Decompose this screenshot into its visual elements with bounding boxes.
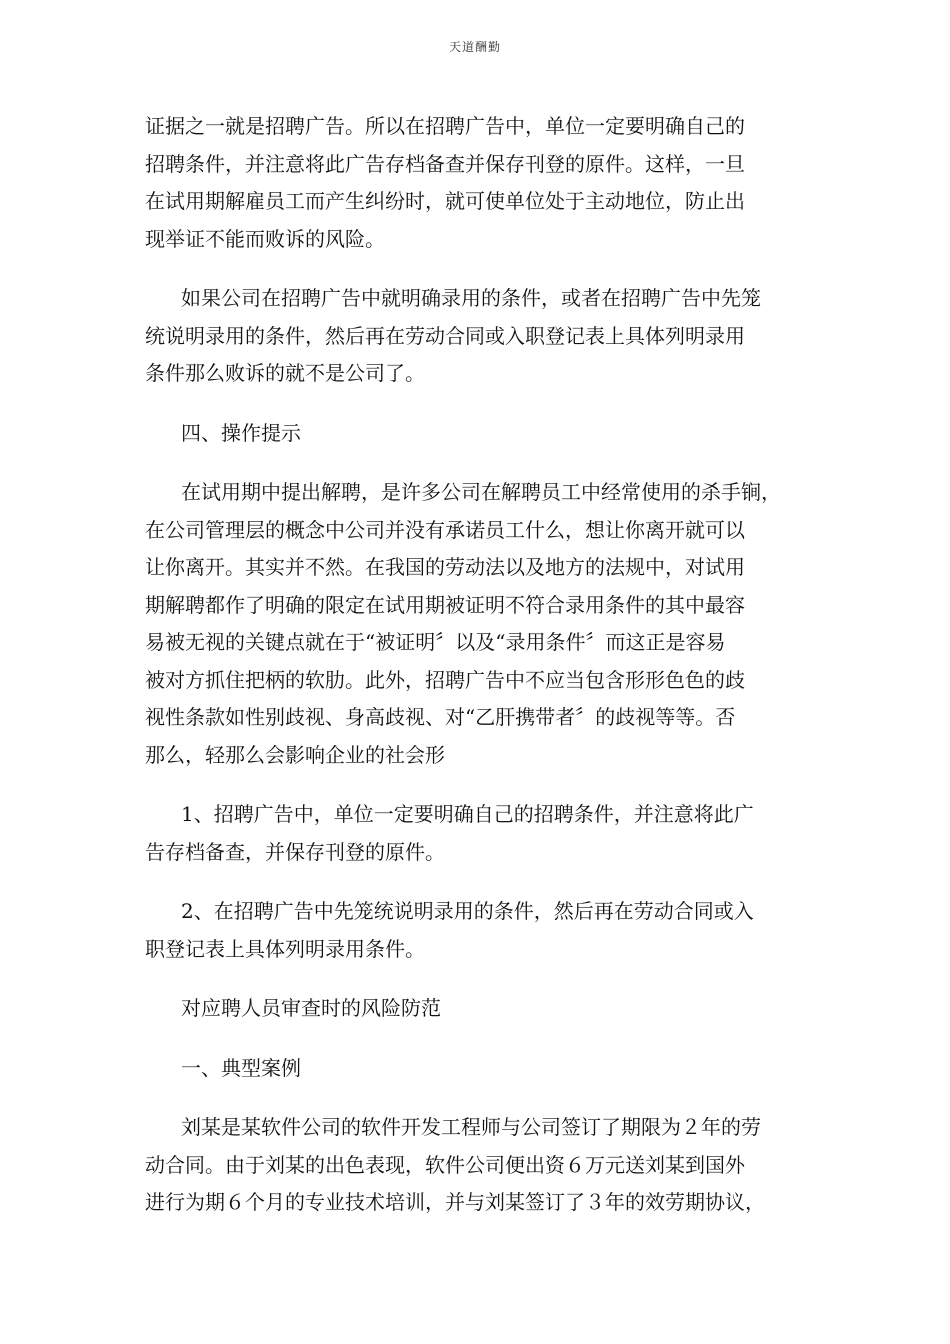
document-body xyxy=(145,108,805,1244)
list-item-1: 1、招聘广告中，单位一定要明确自己的招聘条件，并注意将此广 告存档备查，并保存刊登的原件。 xyxy=(145,802,754,864)
page-header: 天道酬勤 xyxy=(448,40,501,54)
list-item-2: 2、在招聘广告中先笼统说明录用的条件，然后再在劳动合同或入 职登记表上具体列明录用条件。 xyxy=(145,899,754,961)
paragraph-4: 在试用期中提出解聘，是许多公司在解聘员工中经常使用的杀手锏， 在公司管理层的概念中公司并没有承诺员工什么，想让你离开就可以 让你离开。其实并不然。在我国的劳动法以及地方的法规中，对试用 期解聘都作了明确的限定在试用期被证明不符合录用条件的其中最容 易被无视的关键点就在于“被证明〞以及“录用条件〞而这正是容易 被对方抓住把柄的软肋。此外，招聘广告中不应当包含形形色色的歧 视性条款如性别歧视、身高歧视、对“乙肝携带者〞的歧视等等。否 那么，轻那么会影响企业的社会形 xyxy=(145,480,781,767)
paragraph-2: 如果公司在招聘广告中就明确录用的条件，或者在招聘广告中先笼 统说明录用的条件，然后再在劳动合同或入职登记表上具体列明录用 条件那么败诉的就不是公司了。 xyxy=(145,286,761,385)
paragraph-case: 刘某是某软件公司的软件开发工程师与公司签订了期限为２年的劳 动合同。由于刘某的出色表现，软件公司便出资６万元送刘某到国外 进行为期６个月的专业技术培训，并与刘某签订了３年的效劳期协议， xyxy=(145,1115,765,1214)
section-heading-operation-tips: 四、操作提示 xyxy=(181,420,301,445)
paragraph-1: 证据之一就是招聘广告。所以在招聘广告中，单位一定要明确自己的 招聘条件，并注意将此广告存档备查并保存刊登的原件。这样，一旦 在试用期解雇员工而产生纠纷时，就可使单位处于主动地位，防止出 现举证不能而败诉的风险。 xyxy=(145,114,745,251)
section-title-risk-prevention: 对应聘人员审查时的风险防范 xyxy=(181,996,441,1020)
section-heading-typical-case: 一、典型案例 xyxy=(181,1055,301,1080)
